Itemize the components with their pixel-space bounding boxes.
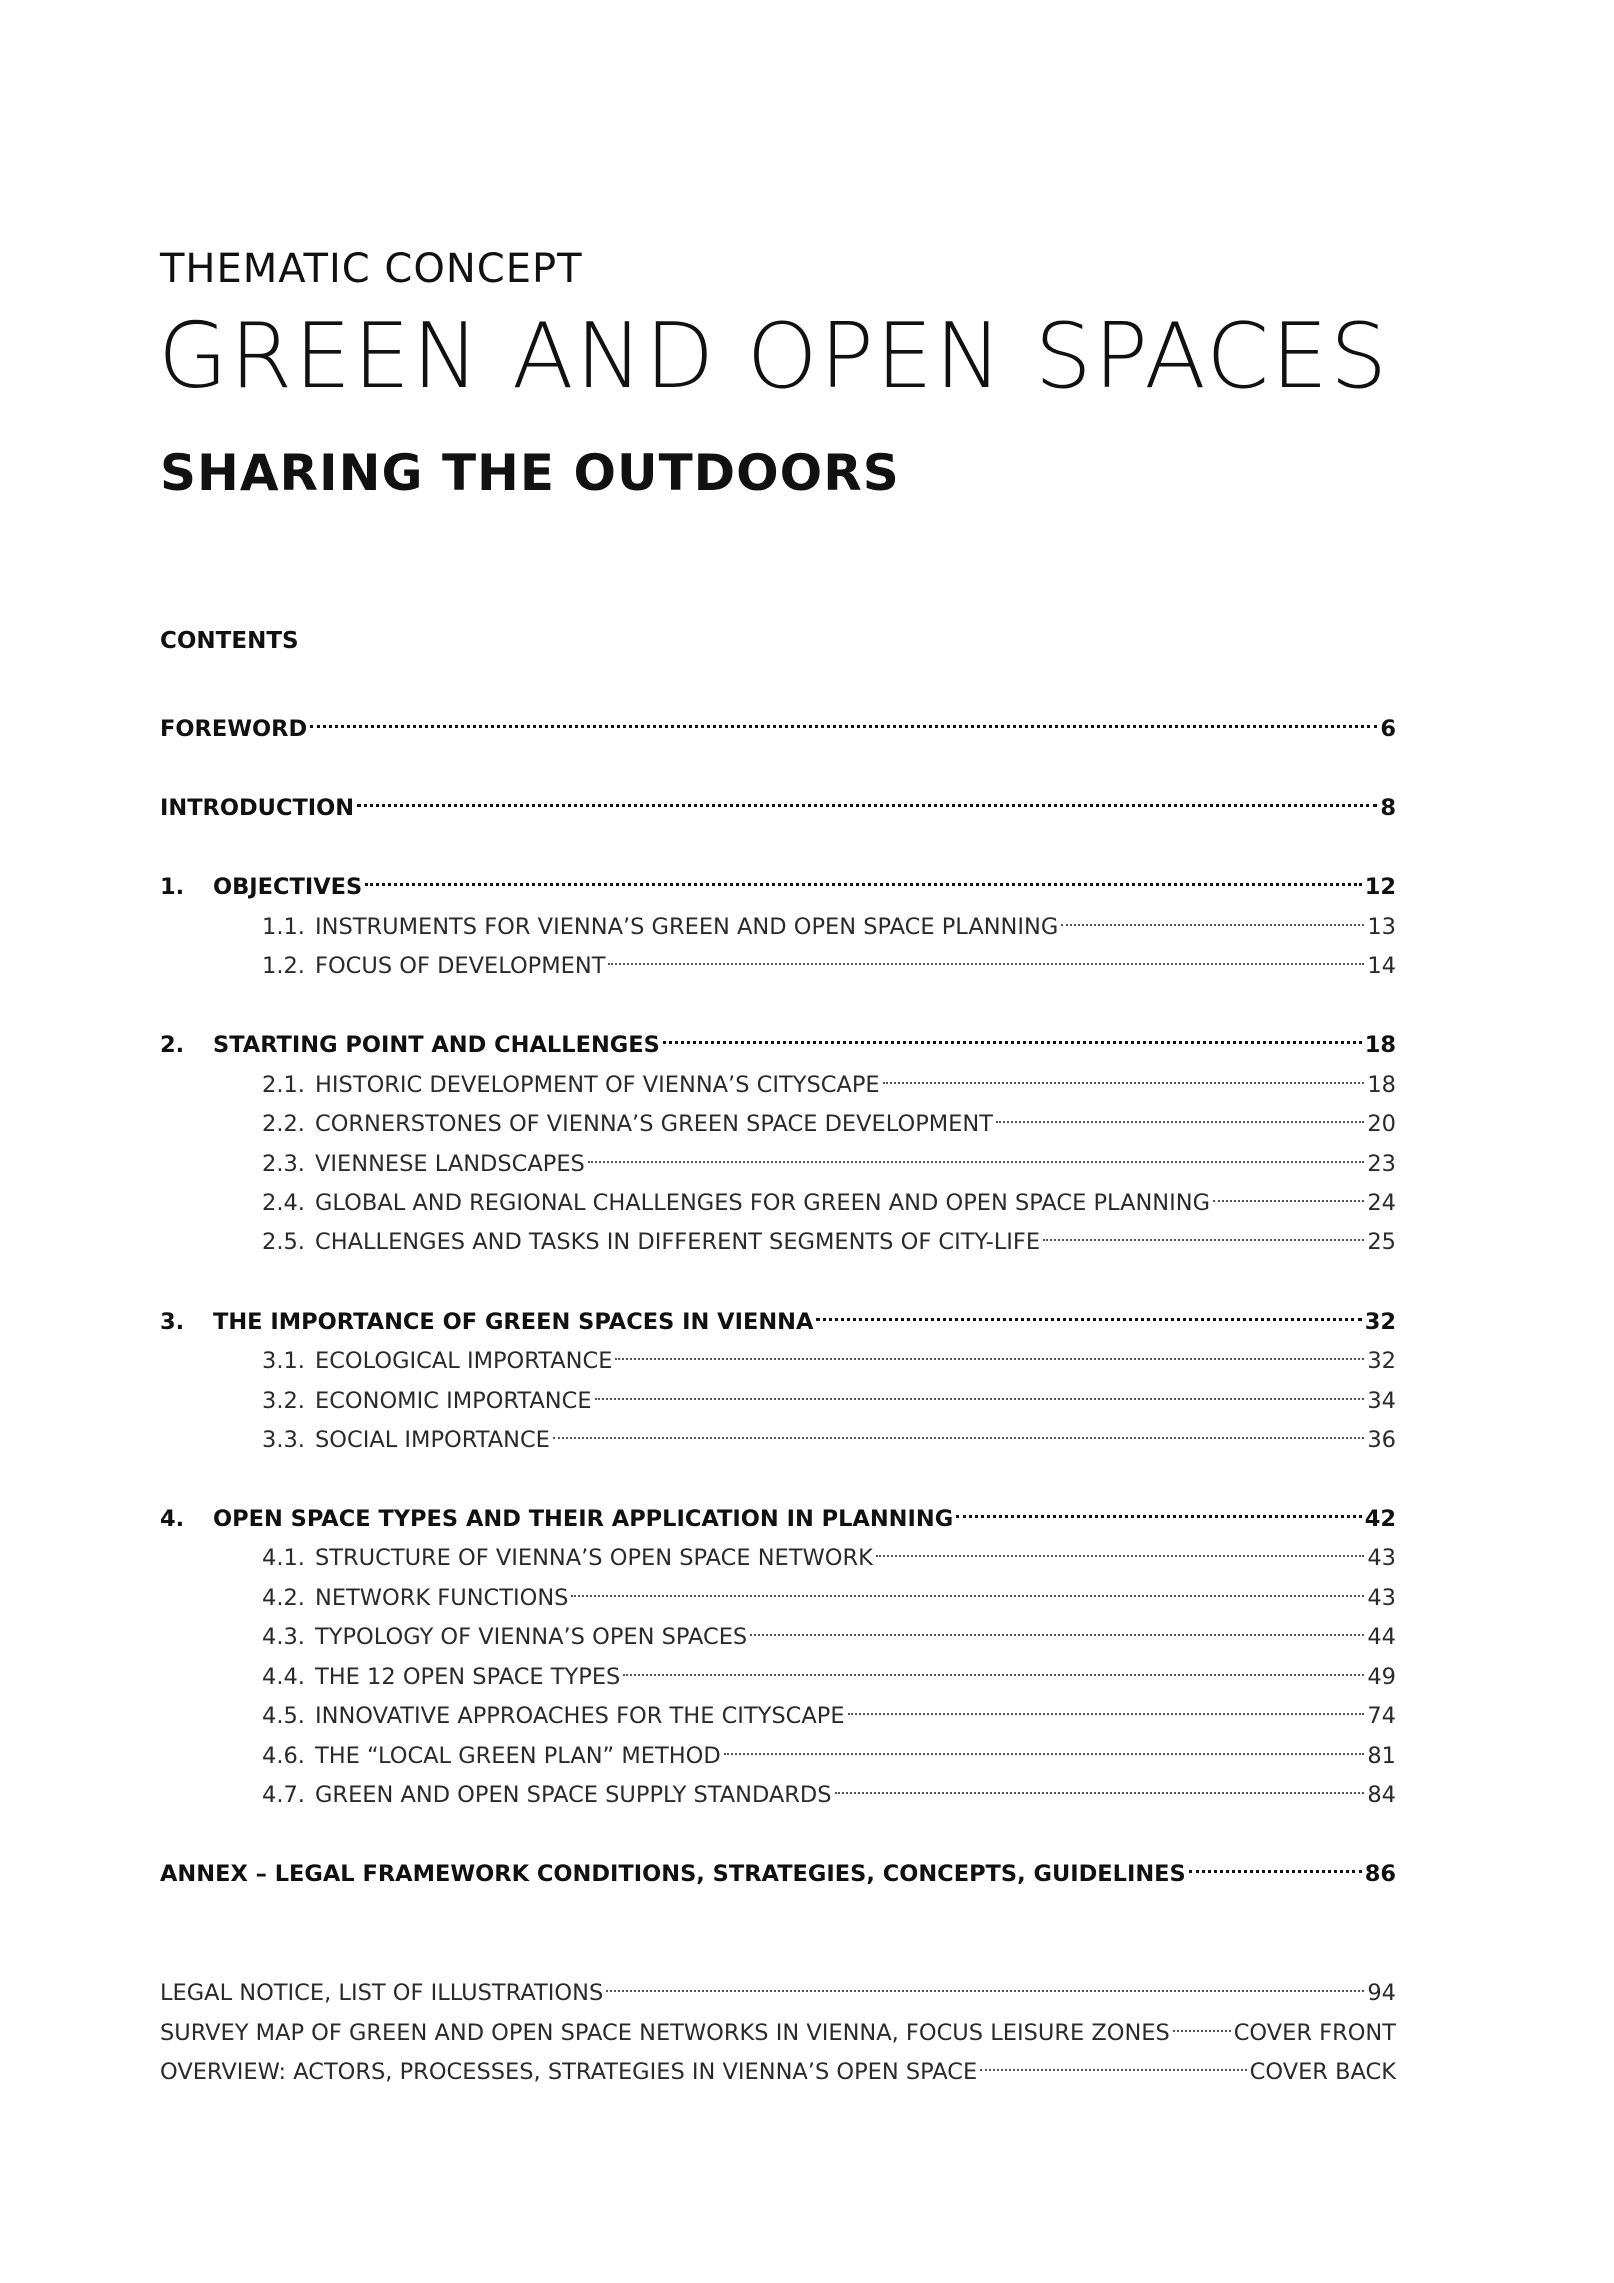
toc-page-number: 32 <box>1364 1309 1396 1335</box>
toc-subsection-number: 3.3. <box>262 1427 305 1453</box>
toc-entry-label: ECOLOGICAL IMPORTANCE <box>315 1348 613 1374</box>
toc-page-number: 13 <box>1367 914 1396 940</box>
toc-subsection[interactable] <box>262 1650 1396 1690</box>
toc-entry-label: ANNEX – LEGAL FRAMEWORK CONDITIONS, STRATEGIES, CONCEPTS, GUIDELINES <box>160 1861 1186 1887</box>
toc-leader <box>553 1413 1364 1447</box>
toc-page-number: 14 <box>1367 953 1396 979</box>
toc-subsection[interactable] <box>262 1097 1396 1137</box>
toc-page-number: 81 <box>1367 1743 1396 1769</box>
toc-subsection-number: 2.2. <box>262 1111 305 1137</box>
toc-entry-foreword[interactable] <box>160 702 1396 742</box>
toc-entry-label: INTRODUCTION <box>160 795 355 821</box>
document-subtitle: SHARING THE OUTDOORS <box>160 444 900 502</box>
toc-page-number: 12 <box>1364 874 1396 900</box>
toc-entry-label: CHALLENGES AND TASKS IN DIFFERENT SEGMENTS OF CITY-LIFE <box>315 1229 1041 1255</box>
toc-leader <box>996 1097 1364 1131</box>
toc-entry-label: FOCUS OF DEVELOPMENT <box>315 953 606 979</box>
toc-leader <box>1189 1847 1362 1881</box>
toc-subsection-number: 4.2. <box>262 1585 305 1611</box>
toc-section-number: 1. <box>160 874 185 900</box>
toc-section-3[interactable] <box>160 1295 1396 1335</box>
toc-subsection[interactable] <box>262 1689 1396 1729</box>
toc-page-number: 43 <box>1367 1585 1396 1611</box>
toc-leader <box>750 1610 1364 1644</box>
toc-entry-label: STRUCTURE OF VIENNA’S OPEN SPACE NETWORK <box>315 1545 873 1571</box>
toc-leader <box>595 1374 1365 1408</box>
toc-page-number: 25 <box>1367 1229 1396 1255</box>
toc-subsection[interactable] <box>262 1610 1396 1650</box>
toc-page-number: 24 <box>1367 1190 1396 1216</box>
toc-page-number: 86 <box>1364 1861 1396 1887</box>
toc-subsection-number: 3.2. <box>262 1388 305 1414</box>
toc-subsection-number: 2.3. <box>262 1151 305 1177</box>
toc-entry-label: INSTRUMENTS FOR VIENNA’S GREEN AND OPEN SPACE PLANNING <box>315 914 1059 940</box>
toc-entry-label: TYPOLOGY OF VIENNA’S OPEN SPACES <box>315 1624 748 1650</box>
toc-entry-label: THE 12 OPEN SPACE TYPES <box>315 1664 621 1690</box>
toc-subsection[interactable] <box>262 1137 1396 1177</box>
toc-leader <box>588 1137 1365 1171</box>
toc-subsection-number: 4.5. <box>262 1703 305 1729</box>
toc-subsection[interactable] <box>262 1531 1396 1571</box>
toc-page-number: 20 <box>1367 1111 1396 1137</box>
toc-subsection-number: 4.7. <box>262 1782 305 1808</box>
toc-entry-label: THE “LOCAL GREEN PLAN” METHOD <box>315 1743 721 1769</box>
document-title: GREEN AND OPEN SPACES <box>158 304 1390 409</box>
toc-page-number: 6 <box>1380 716 1396 742</box>
toc-leader <box>724 1729 1365 1763</box>
toc-subsection[interactable] <box>262 1768 1396 1808</box>
toc-entry-label: GREEN AND OPEN SPACE SUPPLY STANDARDS <box>315 1782 832 1808</box>
toc-back-matter-entry[interactable] <box>160 1966 1396 2006</box>
toc-page-number: COVER FRONT <box>1233 2020 1396 2046</box>
toc-entry-label: OPEN SPACE TYPES AND THEIR APPLICATION IN PLANNING <box>213 1506 954 1532</box>
toc-subsection[interactable] <box>262 1334 1396 1374</box>
toc-page-number: 74 <box>1367 1703 1396 1729</box>
toc-page-number: 34 <box>1367 1388 1396 1414</box>
toc-leader <box>357 781 1377 815</box>
toc-entry-label: VIENNESE LANDSCAPES <box>315 1151 585 1177</box>
toc-leader <box>615 1334 1364 1368</box>
toc-entry-label: THE IMPORTANCE OF GREEN SPACES IN VIENNA <box>213 1309 814 1335</box>
toc-subsection[interactable] <box>262 939 1396 979</box>
toc-subsection-number: 2.5. <box>262 1229 305 1255</box>
toc-entry-label: OVERVIEW: ACTORS, PROCESSES, STRATEGIES IN VIENNA’S OPEN SPACE <box>160 2059 978 2085</box>
toc-leader <box>956 1492 1362 1526</box>
toc-leader <box>883 1058 1365 1092</box>
toc-page-number: 42 <box>1364 1506 1396 1532</box>
toc-leader <box>980 2045 1246 2079</box>
toc-subsection[interactable] <box>262 1058 1396 1098</box>
toc-subsection[interactable] <box>262 1176 1396 1216</box>
toc-page-number: 18 <box>1364 1032 1396 1058</box>
toc-subsection[interactable] <box>262 1374 1396 1414</box>
toc-entry-annex[interactable] <box>160 1847 1396 1887</box>
toc-entry-label: INNOVATIVE APPROACHES FOR THE CITYSCAPE <box>315 1703 845 1729</box>
toc-leader <box>310 702 1377 736</box>
toc-leader <box>1213 1176 1364 1210</box>
toc-leader <box>606 1966 1364 2000</box>
contents-heading: CONTENTS <box>160 628 299 654</box>
toc-leader <box>623 1650 1364 1684</box>
toc-section-4[interactable] <box>160 1492 1396 1532</box>
toc-entry-label: SURVEY MAP OF GREEN AND OPEN SPACE NETWORKS IN VIENNA, FOCUS LEISURE ZONES <box>160 2020 1170 2046</box>
toc-section-1[interactable] <box>160 860 1396 900</box>
toc-entry-label: OBJECTIVES <box>213 874 363 900</box>
toc-leader <box>848 1689 1365 1723</box>
toc-leader <box>1061 900 1364 934</box>
toc-leader <box>663 1018 1362 1052</box>
toc-entry-label: FOREWORD <box>160 716 308 742</box>
toc-leader <box>608 939 1364 973</box>
toc-page-number: 84 <box>1367 1782 1396 1808</box>
toc-page-number: 8 <box>1380 795 1396 821</box>
toc-subsection[interactable] <box>262 1729 1396 1769</box>
toc-entry-label: HISTORIC DEVELOPMENT OF VIENNA’S CITYSCAPE <box>315 1072 880 1098</box>
toc-subsection[interactable] <box>262 1215 1396 1255</box>
toc-entry-label: ECONOMIC IMPORTANCE <box>315 1388 592 1414</box>
toc-subsection-number: 4.3. <box>262 1624 305 1650</box>
toc-page-number: 18 <box>1367 1072 1396 1098</box>
toc-entry-label: SOCIAL IMPORTANCE <box>315 1427 550 1453</box>
toc-leader <box>365 860 1361 894</box>
toc-section-2[interactable] <box>160 1018 1396 1058</box>
toc-leader <box>571 1571 1364 1605</box>
toc-subsection[interactable] <box>262 1571 1396 1611</box>
toc-section-number: 4. <box>160 1506 185 1532</box>
toc-back-matter-entry[interactable] <box>160 2006 1396 2046</box>
toc-section-number: 2. <box>160 1032 185 1058</box>
toc-entry-label: STARTING POINT AND CHALLENGES <box>213 1032 660 1058</box>
toc-page-number: 43 <box>1367 1545 1396 1571</box>
toc-page-number: 23 <box>1367 1151 1396 1177</box>
toc-leader <box>835 1768 1365 1802</box>
toc-subsection[interactable] <box>262 900 1396 940</box>
toc-page-number: 49 <box>1367 1664 1396 1690</box>
toc-leader <box>816 1295 1361 1329</box>
toc-leader <box>1173 2006 1231 2040</box>
toc-subsection-number: 4.4. <box>262 1664 305 1690</box>
toc-page-number: 36 <box>1367 1427 1396 1453</box>
toc-entry-label: GLOBAL AND REGIONAL CHALLENGES FOR GREEN AND OPEN SPACE PLANNING <box>315 1190 1211 1216</box>
toc-subsection-number: 1.2. <box>262 953 305 979</box>
toc-subsection-number: 4.6. <box>262 1743 305 1769</box>
toc-back-matter-entry[interactable] <box>160 2045 1396 2085</box>
toc-leader <box>876 1531 1365 1565</box>
toc-entry-introduction[interactable] <box>160 781 1396 821</box>
toc-page-number: COVER BACK <box>1249 2059 1396 2085</box>
toc-leader <box>1043 1215 1364 1249</box>
toc-subsection[interactable] <box>262 1413 1396 1453</box>
toc-subsection-number: 3.1. <box>262 1348 305 1374</box>
toc-section-number: 3. <box>160 1309 185 1335</box>
toc-entry-label: LEGAL NOTICE, LIST OF ILLUSTRATIONS <box>160 1980 604 2006</box>
toc-page-number: 32 <box>1367 1348 1396 1374</box>
toc-subsection-number: 1.1. <box>262 914 305 940</box>
toc-entry-label: NETWORK FUNCTIONS <box>315 1585 569 1611</box>
toc-subsection-number: 2.1. <box>262 1072 305 1098</box>
toc-entry-label: CORNERSTONES OF VIENNA’S GREEN SPACE DEVELOPMENT <box>315 1111 993 1137</box>
document-kicker: THEMATIC CONCEPT <box>160 246 583 292</box>
toc-subsection-number: 4.1. <box>262 1545 305 1571</box>
toc-page-number: 44 <box>1367 1624 1396 1650</box>
toc-subsection-number: 2.4. <box>262 1190 305 1216</box>
toc-page-number: 94 <box>1367 1980 1396 2006</box>
